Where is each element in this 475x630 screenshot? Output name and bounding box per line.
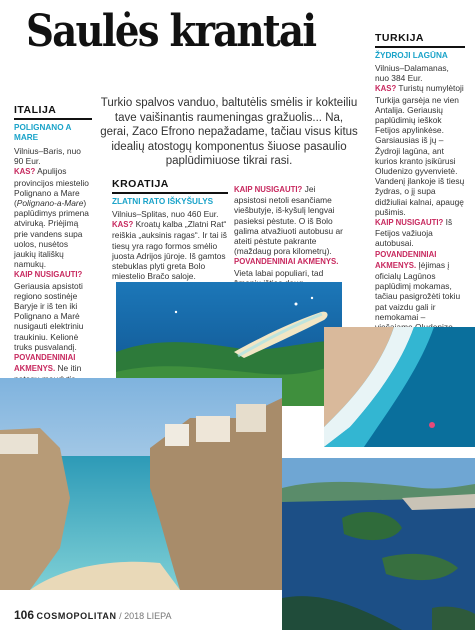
route-text: Vilnius–Splitas, nuo 460 Eur. bbox=[112, 209, 219, 219]
paragraph-how bbox=[375, 217, 465, 249]
text-how: Geriausia apsistoti regiono sostinėje Baryje ir iš ten iki Polignano a Marė nusigauti elektriniu traukiniu. Kelionė truks pusvalandį. bbox=[14, 280, 84, 352]
section-italy bbox=[14, 104, 92, 405]
text-how: Iš Fetijos važiuoja autobusai. bbox=[375, 217, 453, 249]
paragraph-what bbox=[112, 219, 228, 281]
magazine-brand: COSMOPOLITAN bbox=[36, 611, 117, 621]
paragraph-what bbox=[375, 83, 465, 217]
place-name: ŽYDROJI LAGŪNA bbox=[375, 51, 448, 60]
page-number: 106 bbox=[14, 608, 35, 622]
polignano-illustration bbox=[0, 378, 282, 590]
intro-text: Turkio spalvos vanduo, baltutėlis smėlis ir kokteiliu tave vaišinantis raumeningas gražuolis... Na, gerai, Zaco Efrono nepažadame, tačiau visus kitus idealių atostogų komponentus šiuose pasaulio paplūdimiuose tikrai rasi. bbox=[100, 97, 358, 167]
label-rocks: POVANDENINIAI AKMENYS. bbox=[14, 353, 76, 374]
label-rocks: POVANDENINIAI AKMENYS. bbox=[234, 257, 339, 267]
page-title: Saulės krantai bbox=[26, 6, 316, 57]
text-what-a: Apulijos provincijos miestelio Polignano a Mare ( bbox=[14, 166, 89, 209]
label-what: KAS? bbox=[112, 220, 134, 230]
country-heading: ITALIJA bbox=[14, 104, 92, 120]
photo-bay-aerial bbox=[282, 458, 475, 630]
text-rocks: Vieta labai populiari, tad bbox=[234, 267, 324, 278]
country-heading: KROATIJA bbox=[112, 178, 228, 194]
place-name: POLIGNANO A MARE bbox=[14, 123, 72, 142]
route-text: Vilnius–Dalamanas, nuo 384 Eur. bbox=[375, 63, 449, 84]
label-what: KAS? bbox=[375, 84, 397, 94]
paragraph-what bbox=[14, 166, 92, 269]
text-what: Kroatų kalba „Zlatni Rat“ reiškia „auksinis ragas“. Ir tai iš tiesų yra rago formos smėlio juosta Adrijos jūroje. Iš gamtos stebuklas plyti greta Bolo miestelio Bračo saloje. bbox=[112, 219, 227, 282]
text-rocks: Įėjimas į oficialų Lagūnos paplūdimį mokamas, tačiau pasigrožėti tokiu pat vaizdu gali ir nemokamai – bbox=[375, 259, 461, 322]
text-rocks: Ne itin bbox=[57, 363, 82, 374]
bay-illustration bbox=[282, 458, 475, 630]
route-text: Vilnius–Baris, nuo 90 Eur. bbox=[14, 146, 81, 167]
label-rocks: POVANDENINIAI AKMENYS. bbox=[375, 249, 437, 270]
label-how: KAIP NUSIGAUTI? bbox=[14, 270, 83, 280]
country-heading: TURKIJA bbox=[375, 32, 465, 48]
section-croatia-cont bbox=[234, 184, 346, 288]
photo-polignano-a-mare bbox=[0, 378, 282, 590]
paragraph-how bbox=[234, 184, 346, 256]
label-how: KAIP NUSIGAUTI? bbox=[234, 185, 303, 194]
section-turkey bbox=[375, 32, 465, 342]
text-what-italic: Polignano-a-Mare bbox=[16, 198, 84, 209]
label-how: KAIP NUSIGAUTI? bbox=[375, 218, 444, 228]
footer-separator: / bbox=[119, 611, 122, 621]
text-what: Turistų numylėtoji Turkija garsėja ne vien Antalija. Geriausių paplūdimių ieškok Fetijos apylinkėse. Garsiausias iš jų – Žydroji lagūna, ant kurios kranto įsikūrusi Oludenizo gyvenvietė. Vandenį įlankoje iš tiesų žydras, o jį supa didžiuliai kalnai, apaugę pušimis. bbox=[375, 83, 465, 217]
text-how: Jei apsistosi netoli esančiame viešbutyje, iš-kyšulį lengvai pasieksi pėstute. O iš Bolo galima atvažiuoti autobusu ar ateiti pėstute pakrante (maždaug pora kilometrų). bbox=[234, 184, 343, 257]
page-footer bbox=[14, 608, 254, 622]
paragraph-how bbox=[14, 269, 92, 352]
lagoon-aerial-illustration bbox=[324, 327, 475, 447]
issue-date: 2018 LIEPA bbox=[124, 611, 172, 621]
photo-blue-lagoon-aerial bbox=[324, 327, 475, 447]
label-what: KAS? bbox=[14, 167, 36, 177]
section-croatia bbox=[112, 178, 228, 281]
text-what-b: ) paplūdimys primena atviruką. Priėjimą prie vandens supa uolos, nusėtos jaukių itališkų namukų. bbox=[14, 198, 89, 270]
place-name: ZLATNI RATO IŠKYŠULYS bbox=[112, 197, 214, 206]
